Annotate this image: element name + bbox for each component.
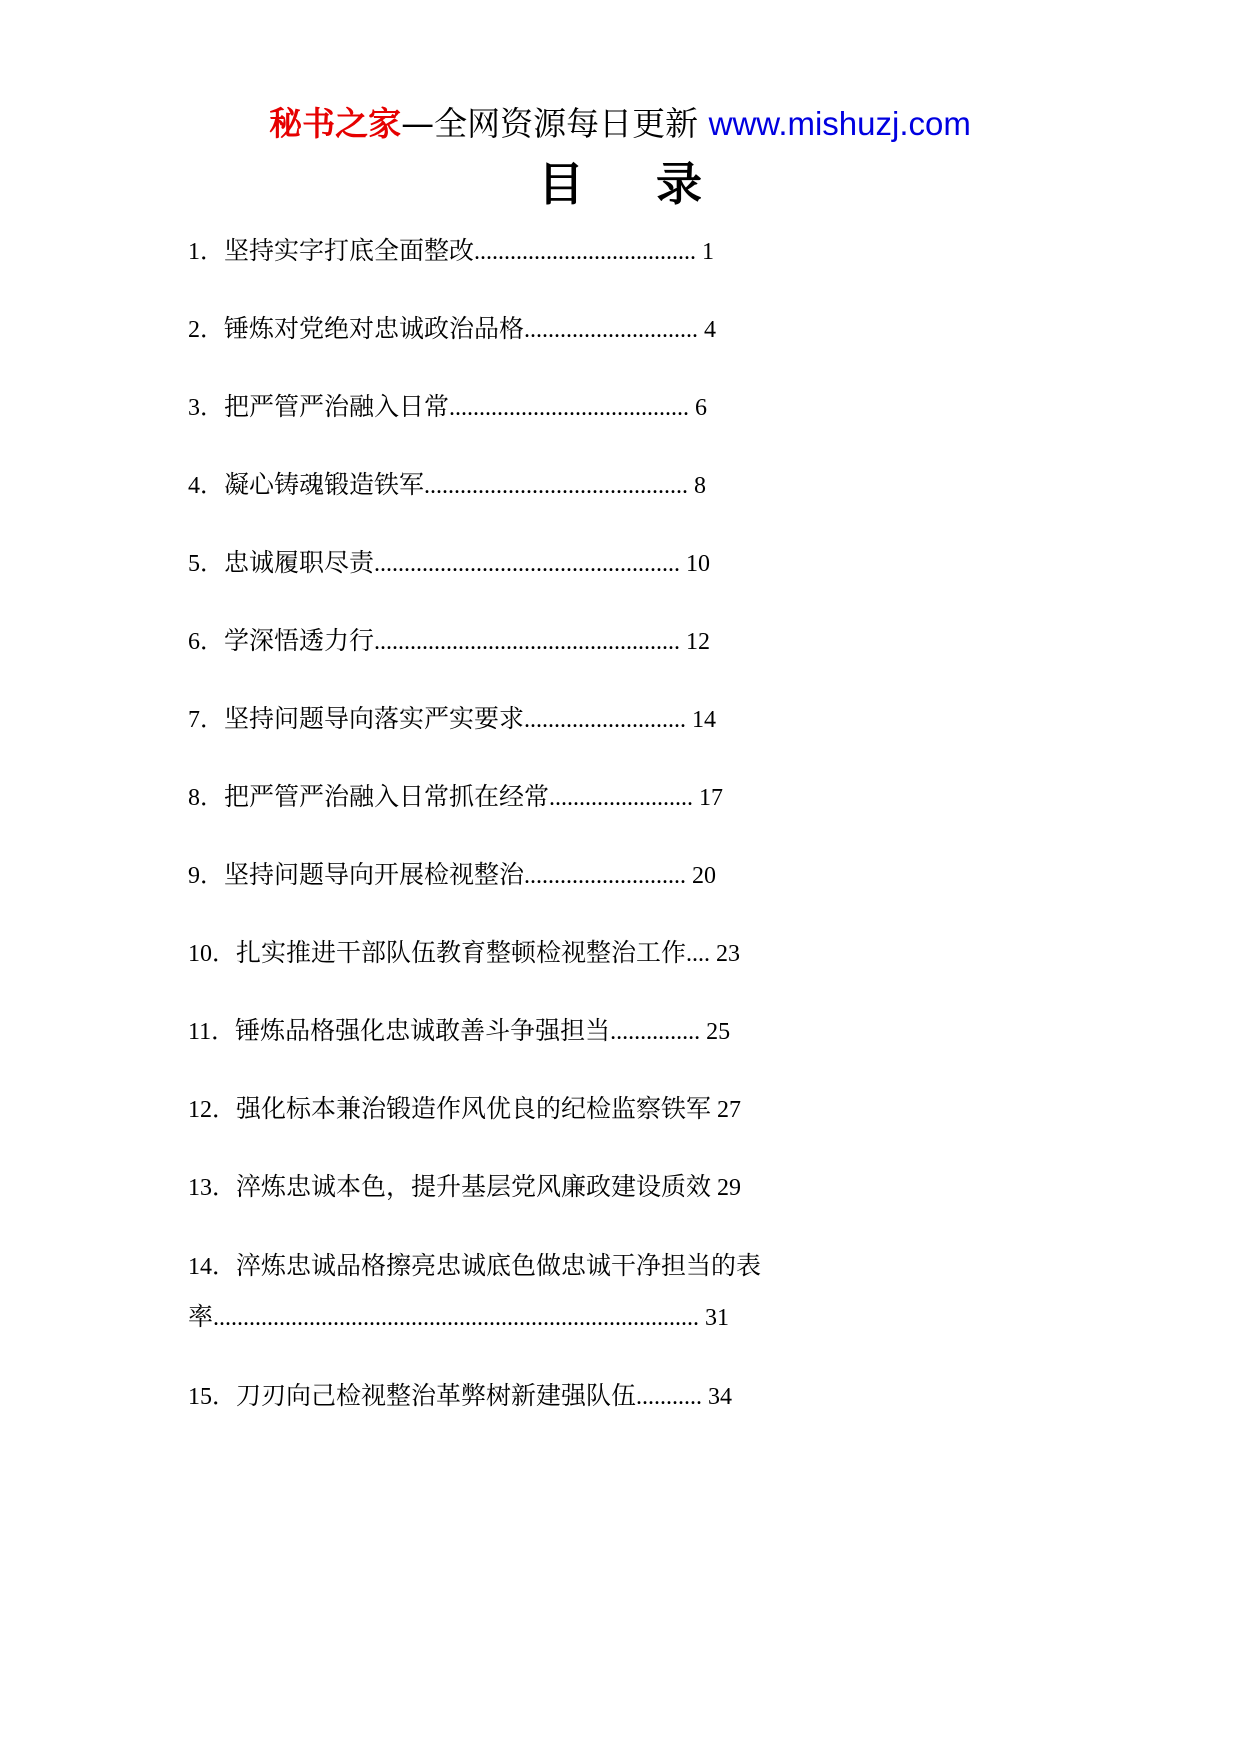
toc-item[interactable] (188, 233, 1048, 270)
toc-item-number: 4． (188, 473, 224, 499)
toc-leader-dots: ............................................ (424, 473, 689, 499)
toc-item-title: 淬炼忠诚品格擦亮忠诚底色做忠诚干净担当的表 (236, 1251, 762, 1280)
toc-item-page: 25 (700, 1019, 731, 1045)
toc-item[interactable] (188, 467, 1048, 504)
toc-item-number: 11． (188, 1019, 236, 1045)
toc-item-page: 1 (696, 239, 715, 265)
toc-leader-dots: ........................................ (449, 395, 690, 421)
toc-item-page: 14 (686, 707, 717, 733)
toc-item-page: 4 (698, 317, 717, 343)
toc-item-title: 坚持问题导向开展检视整治 (224, 860, 525, 889)
toc-item-number: 7． (188, 707, 224, 733)
toc-item-title: 忠诚履职尽责 (224, 548, 375, 577)
toc-leader-dots: ........................... (524, 707, 687, 733)
toc-item-number: 15． (188, 1384, 236, 1410)
toc-item-page: 6 (689, 395, 708, 421)
toc-item-title: 坚持问题导向落实严实要求 (224, 704, 525, 733)
toc-item-continuation[interactable] (188, 1299, 1048, 1336)
toc-item-number: 12． (188, 1097, 236, 1123)
toc-item-page: 31 (699, 1305, 730, 1331)
toc-item-title: 扎实推进干部队伍教育整顿检视整治工作 (236, 938, 687, 967)
toc-item[interactable] (188, 779, 1048, 816)
site-header (0, 100, 1240, 148)
toc-item-title: 强化标本兼治锻造作风优良的纪检监察铁军 (236, 1094, 712, 1123)
toc-item[interactable] (188, 545, 1048, 582)
toc-leader-dots: ................................................................................. (213, 1305, 700, 1331)
toc-item-number: 8． (188, 785, 224, 811)
header-tagline: —全网资源每日更新 (401, 104, 709, 143)
toc-item[interactable] (188, 389, 1048, 426)
toc-leader-dots: ................................................... (374, 551, 681, 577)
toc-item-page: 23 (710, 941, 741, 967)
toc-item-number: 6． (188, 629, 224, 655)
toc-item[interactable] (188, 1091, 1048, 1128)
toc-item-title: 刀刃向己检视整治革弊树新建强队伍 (236, 1381, 637, 1410)
toc-item[interactable] (188, 1378, 1048, 1415)
toc-item-title: 凝心铸魂锻造铁军 (224, 470, 425, 499)
site-url-link[interactable]: www.mishuzj.com (708, 105, 971, 142)
toc-item[interactable] (188, 935, 1048, 972)
toc-item-number: 14． (188, 1254, 236, 1280)
toc-item[interactable] (188, 623, 1048, 660)
toc-item-number: 13． (188, 1175, 236, 1201)
toc-item-title: 锤炼品格强化忠诚敢善斗争强担当 (235, 1016, 611, 1045)
toc-leader-dots: ..................................... (474, 239, 697, 265)
toc-item-number: 10． (188, 941, 236, 967)
page-title: 目 录 (537, 157, 730, 211)
toc-item-page: 29 (711, 1175, 742, 1201)
toc-item-number: 2． (188, 317, 224, 343)
toc-item-title: 坚持实字打底全面整改 (224, 236, 475, 265)
toc-item-title: 把严管严治融入日常抓在经常 (224, 782, 550, 811)
toc-item[interactable] (188, 701, 1048, 738)
toc-item-page: 8 (688, 473, 707, 499)
toc-item[interactable] (188, 1169, 1048, 1206)
toc-item-page: 10 (680, 551, 711, 577)
toc-item[interactable] (188, 1013, 1048, 1050)
toc-item-number: 9． (188, 863, 224, 889)
toc-item-page: 20 (686, 863, 717, 889)
toc-item-number: 3． (188, 395, 224, 421)
toc-leader-dots: ........................ (549, 785, 694, 811)
site-brand: 秘书之家 (269, 104, 402, 143)
toc-item-page: 17 (693, 785, 724, 811)
toc-leader-dots: ........................... (524, 863, 687, 889)
toc-item-number: 1． (188, 239, 224, 265)
toc-leader-dots: ................................................... (374, 629, 681, 655)
toc-item-page: 12 (680, 629, 711, 655)
toc-item-title: 学深悟透力行 (224, 626, 375, 655)
toc-item[interactable] (188, 311, 1048, 348)
toc-leader-dots: ............................. (524, 317, 699, 343)
toc-item-title-continuation: 率 (188, 1302, 214, 1331)
toc-item-number: 5． (188, 551, 224, 577)
toc-item-title: 锤炼对党绝对忠诚政治品格 (224, 314, 525, 343)
toc-item-title: 把严管严治融入日常 (224, 392, 450, 421)
toc-leader-dots: ............... (610, 1019, 701, 1045)
toc-item[interactable] (188, 857, 1048, 894)
toc-item-title: 淬炼忠诚本色，提升基层党风廉政建设质效 (236, 1172, 712, 1201)
toc-leader-dots: .... (686, 941, 711, 967)
toc-item-page: 27 (711, 1097, 742, 1123)
toc-item[interactable] (188, 1248, 1048, 1285)
toc-leader-dots: ........... (636, 1384, 703, 1410)
toc-item-page: 34 (702, 1384, 733, 1410)
